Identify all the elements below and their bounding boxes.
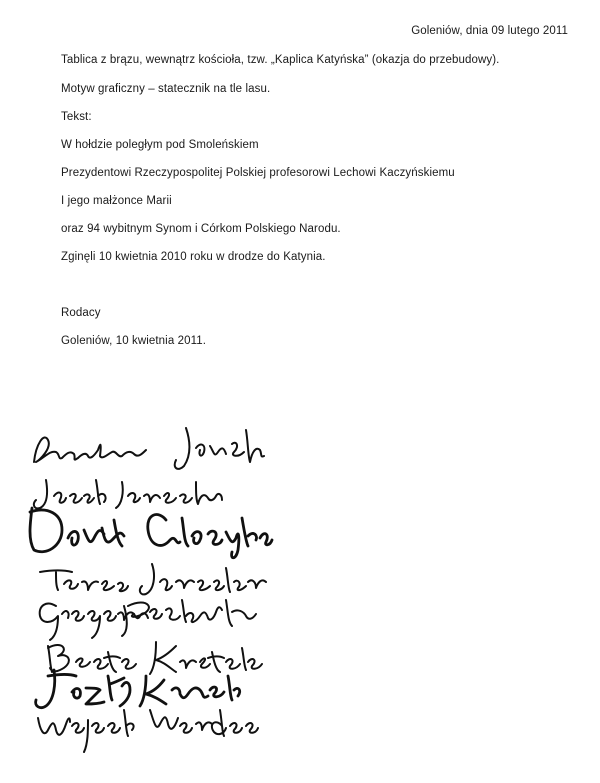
signature-2 (34, 480, 222, 508)
document-date: Goleniów, dnia 09 lutego 2011 (411, 25, 568, 37)
text-line-victims: oraz 94 wybitnym Synom i Córkom Polskiego Narodu. (61, 223, 341, 235)
text-line-text-label: Tekst: (61, 111, 92, 123)
signature-6 (48, 642, 262, 674)
text-line-tribute: W hołdzie poległym pod Smoleńskiem (61, 139, 259, 151)
text-line-plaque: Tablica z brązu, wewnątrz kościoła, tzw. „Kaplica Katyńska” (okazja do przebudowy). (61, 54, 500, 66)
signature-3 (30, 508, 272, 558)
text-line-spouse: I jego małżonce Marii (61, 195, 172, 207)
signatures-block (0, 400, 600, 783)
signature-7 (36, 670, 240, 708)
text-line-date-of-death: Zginęli 10 kwietnia 2010 roku w drodze do Katynia. (61, 251, 326, 263)
signature-8 (38, 710, 258, 752)
closing-signoff: Rodacy (61, 307, 101, 319)
closing-place-date: Goleniów, 10 kwietnia 2011. (61, 335, 207, 347)
signature-5 (40, 600, 256, 640)
signatures-drawing (0, 400, 600, 783)
signature-1 (34, 428, 264, 469)
text-line-president: Prezydentowi Rzeczypospolitej Polskiej profesorowi Lechowi Kaczyńskiemu (61, 167, 455, 179)
signature-4 (40, 564, 266, 594)
text-line-motif: Motyw graficzny – statecznik na tle lasu. (61, 83, 271, 95)
